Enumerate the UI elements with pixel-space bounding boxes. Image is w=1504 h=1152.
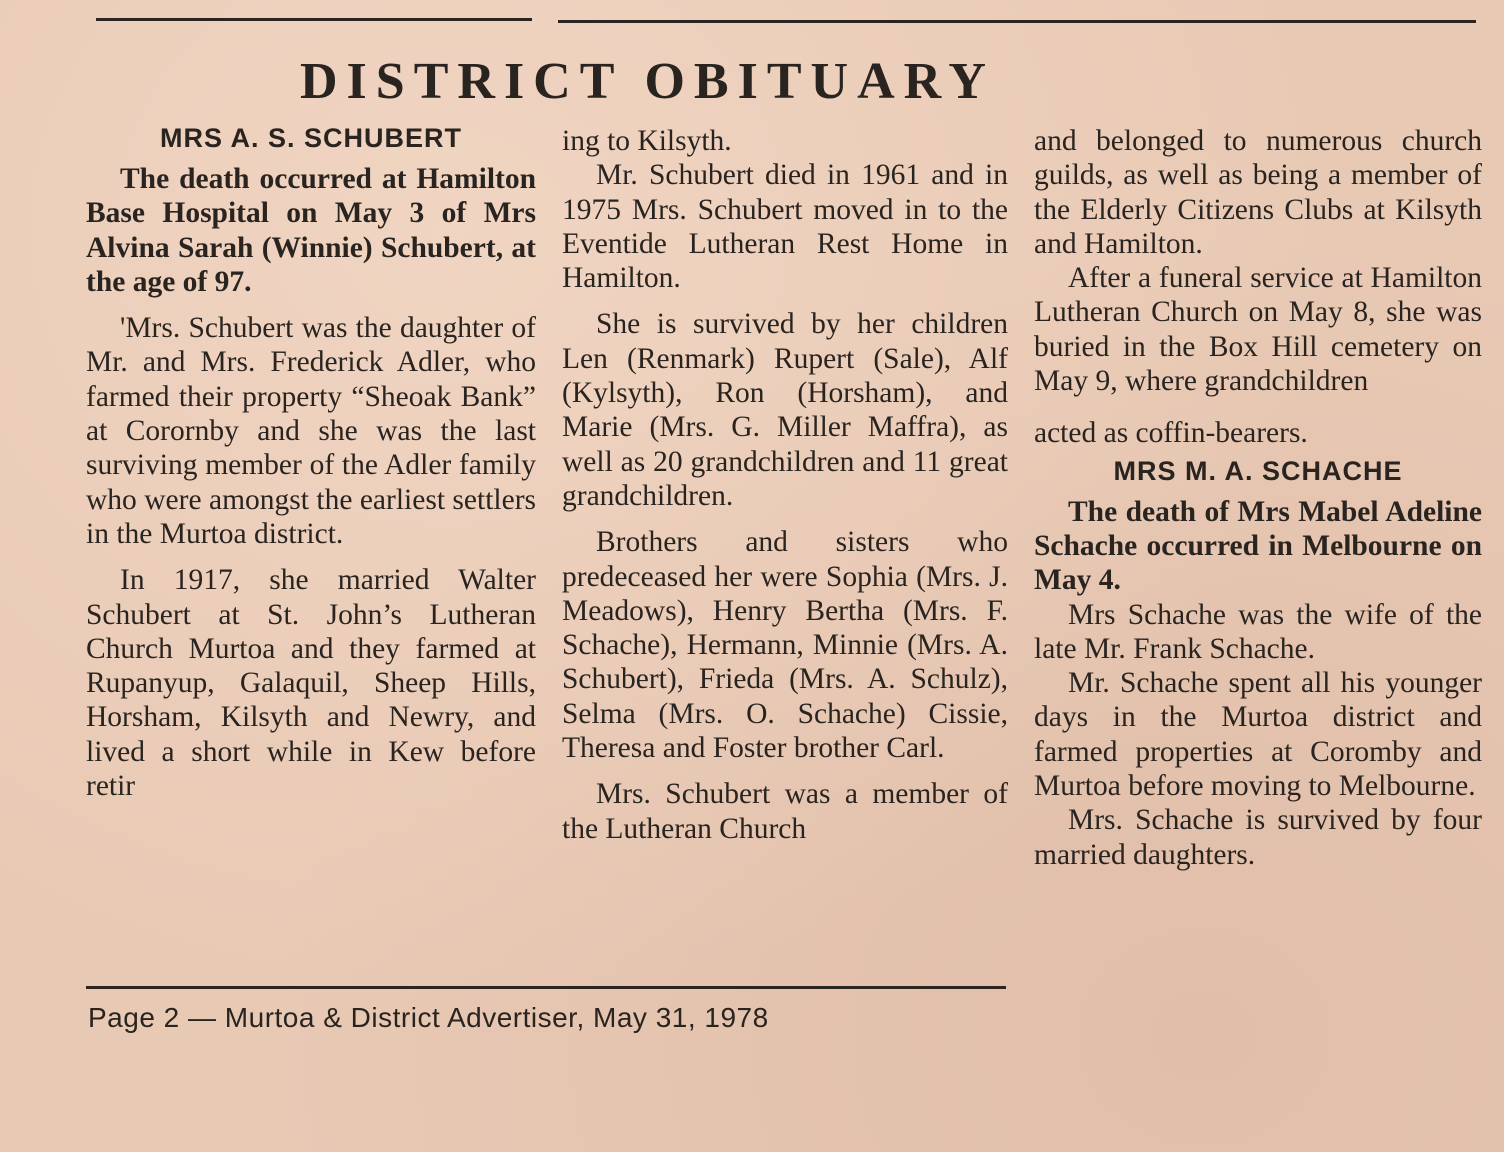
paragraph: In 1917, she married Walter Schubert at St. John’s Lutheran Church Murtoa and they farmed at Rupanyup, Galaquil, Sheep Hills, Horsham, Kilsyth and Newry, and lived a short while in Kew before retir — [86, 564, 536, 803]
obituary-lead-schubert: The death occurred at Hamilton Base Hospital on May 3 of Mrs Alvina Sarah (Winnie) Schubert, at the age of 97. — [86, 163, 536, 298]
column-2 — [562, 124, 1008, 846]
obituary-heading-schubert: MRS A. S. SCHUBERT — [159, 123, 462, 153]
paragraph-continued: ing to Kilsyth. — [562, 125, 732, 157]
column-1 — [86, 120, 536, 803]
paragraph-continued: and belonged to numerous church guilds, as well as being a member of the Elderly Citizens Clubs at Kilsyth and Hamilton. — [1034, 125, 1482, 260]
paragraph-continued: acted as coffin-bearers. — [1034, 417, 1308, 450]
paragraph: Mrs Schache was the wife of the late Mr. Frank Schache. — [1034, 598, 1482, 665]
obituary-lead-schache: The death of Mrs Mabel Adeline Schache occurred in Melbourne on May 4. — [1034, 495, 1482, 597]
top-rule-left — [96, 18, 532, 21]
paragraph: Mr. Schache spent all his younger days in the Murtoa district and farmed properties at Coromby and Murtoa before moving to Melbourne. — [1034, 667, 1482, 803]
column-3 — [1034, 124, 1482, 872]
footer-rule — [86, 986, 1006, 989]
paragraph: Brothers and sisters who predeceased her were Sophia (Mrs. J. Meadows), Henry Bertha (Mrs. F. Schache), Hermann, Minnie (Mrs. A. Schubert), Frieda (Mrs. A. Schulz), Selma (Mrs. O. Schache) Cissie, Theresa and Foster brother Carl. — [562, 526, 1008, 765]
paragraph: Mrs. Schubert was a member of the Lutheran Church — [562, 778, 1008, 845]
paragraph: Mr. Schubert died in 1961 and in 1975 Mrs. Schubert moved in to the Eventide Lutheran Rest Home in Hamilton. — [562, 159, 1008, 295]
page-footer: Page 2 — Murtoa & District Advertiser, May 31, 1978 — [88, 1002, 769, 1033]
paragraph: She is survived by her children Len (Renmark) Rupert (Sale), Alf (Kylsyth), Ron (Horsham), and Marie (Mrs. G. Miller Maffra), as well as 20 grandchildren and 11 great grandchildren. — [562, 308, 1008, 512]
paragraph: 'Mrs. Schubert was the daughter of Mr. and Mrs. Frederick Adler, who farmed their property “Sheoak Bank” at Corornby and she was the last surviving member of the Adler family who were amongst the earliest settlers in the Murtoa district. — [86, 312, 536, 550]
page-title: DISTRICT OBITUARY — [300, 53, 995, 110]
obituary-heading-schache: MRS M. A. SCHACHE — [1113, 455, 1403, 486]
bleed-through-text — [1040, 0, 1047, 34]
paragraph: Mrs. Schache is survived by four married daughters. — [1034, 804, 1482, 871]
paragraph: After a funeral service at Hamilton Lutheran Church on May 8, she was buried in the Box Hill cemetery on May 9, where grandchildren — [1034, 262, 1482, 398]
top-rule-right — [558, 20, 1476, 23]
